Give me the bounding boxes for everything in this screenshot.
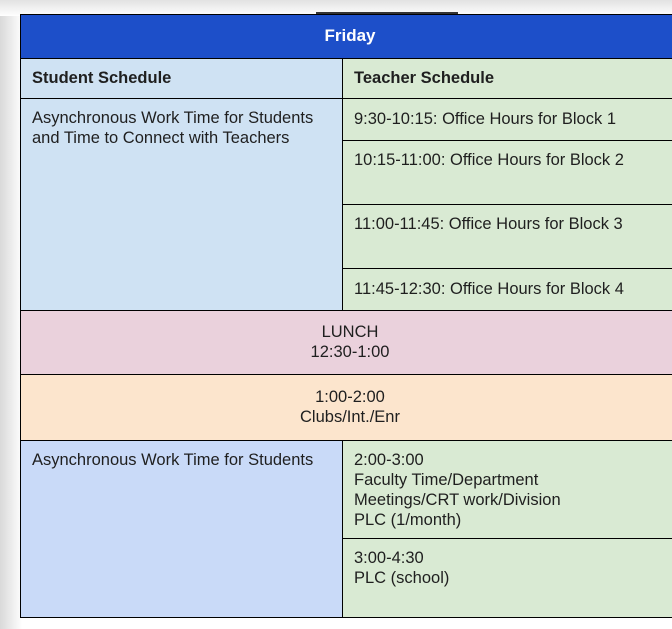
row-divider: [20, 310, 672, 311]
clubs-label: Clubs/Int./Enr: [300, 408, 400, 426]
plc-time-range: 3:00-4:30: [354, 549, 424, 567]
row-divider: [342, 268, 672, 269]
table-border-bottom: [20, 617, 672, 618]
teacher-slot-block-2: 10:15-11:00: Office Hours for Block 2: [342, 140, 672, 204]
clubs-time: 1:00-2:00: [315, 388, 385, 406]
row-divider: [20, 440, 672, 441]
row-divider: [20, 58, 672, 59]
faculty-time-description: Faculty Time/Department Meetings/CRT work/Division PLC (1/month): [354, 471, 561, 529]
teacher-slot-block-3: 11:00-11:45: Office Hours for Block 3: [342, 204, 672, 268]
student-afternoon-cell: Asynchronous Work Time for Students: [20, 440, 342, 618]
teacher-schedule-header: Teacher Schedule: [342, 58, 672, 98]
teacher-slot-block-1: 9:30-10:15: Office Hours for Block 1: [342, 98, 672, 140]
column-divider: [342, 58, 343, 310]
clubs-row: [20, 374, 672, 440]
lunch-time: 12:30-1:00: [310, 343, 390, 361]
student-schedule-header: Student Schedule: [20, 58, 342, 98]
row-divider: [20, 98, 672, 99]
row-divider: [342, 140, 672, 141]
teacher-slot-block-4: 11:45-12:30: Office Hours for Block 4: [342, 268, 672, 310]
lunch-row: [20, 310, 672, 374]
table-border-top: [20, 14, 672, 15]
day-title: Friday: [20, 14, 672, 58]
table-border-left: [20, 14, 21, 618]
faculty-time-range: 2:00-3:00: [354, 451, 424, 469]
column-divider: [342, 440, 343, 618]
page-left-shadow: [0, 0, 22, 629]
lunch-label: LUNCH: [321, 323, 379, 341]
plc-description: PLC (school): [354, 569, 450, 587]
teacher-slot-faculty-time: [342, 440, 672, 538]
teacher-slot-plc: [342, 538, 672, 618]
row-divider: [342, 538, 672, 539]
student-morning-cell: Asynchronous Work Time for Students and Time to Connect with Teachers: [20, 98, 342, 310]
row-divider: [342, 204, 672, 205]
row-divider: [20, 374, 672, 375]
